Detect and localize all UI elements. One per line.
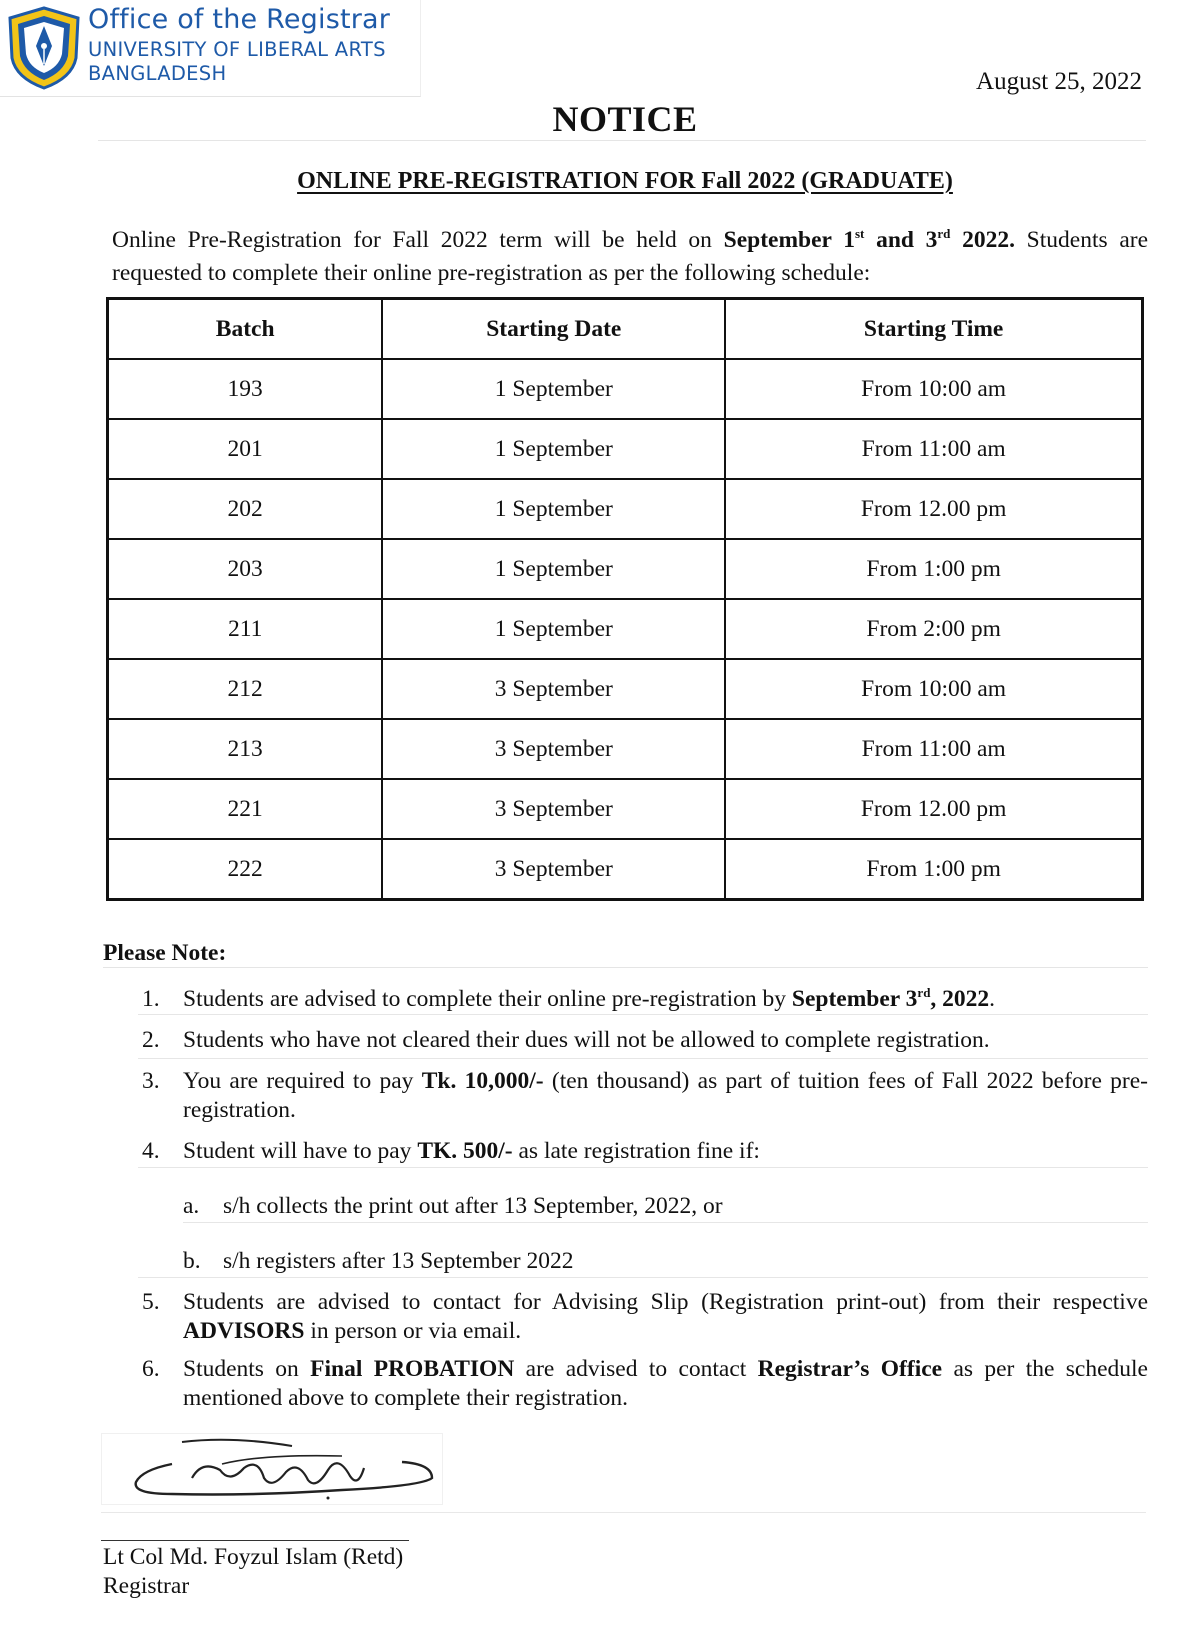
divider: [138, 1058, 1148, 1060]
note-number: 5.: [142, 1289, 160, 1315]
note-number: 6.: [142, 1356, 160, 1382]
note-text-end: in person or via email.: [304, 1318, 522, 1344]
intro-date-2: and 3: [864, 227, 938, 253]
column-header-starting-time: Starting Time: [725, 299, 1142, 360]
note-bold: Final PROBATION: [310, 1356, 515, 1382]
divider: [138, 1277, 1148, 1279]
note-number: 2.: [142, 1027, 160, 1053]
signatory: [103, 1543, 403, 1601]
notice-date: August 25, 2022: [976, 68, 1142, 95]
time-cell: From 10:00 am: [725, 359, 1142, 419]
batch-cell: 211: [108, 599, 383, 659]
date-cell: 3 September: [382, 719, 725, 779]
notes-heading: Please Note:: [103, 940, 227, 966]
notice-subject: ONLINE PRE-REGISTRATION FOR Fall 2022 (GRADUATE): [297, 168, 953, 194]
time-cell: From 11:00 am: [725, 419, 1142, 479]
batch-cell: 212: [108, 659, 383, 719]
note-number: a.: [183, 1193, 200, 1219]
intro-paragraph: [112, 224, 1148, 290]
note-text: Students on: [183, 1356, 311, 1382]
batch-cell: 221: [108, 779, 383, 839]
note-bold: TK. 500/-: [417, 1138, 513, 1164]
divider: [103, 967, 1148, 968]
table-header-row: [108, 299, 1143, 360]
note-number: 4.: [142, 1138, 160, 1164]
time-cell: From 11:00 am: [725, 719, 1142, 779]
note-bold-year: , 2022: [930, 986, 990, 1012]
signatory-name: Lt Col Md. Foyzul Islam (Retd): [103, 1544, 404, 1570]
signature-box: [101, 1433, 443, 1505]
note-text: You are required to pay: [183, 1068, 422, 1094]
table-row: [108, 839, 1143, 900]
divider: [183, 1222, 1148, 1224]
intro-sup-st: st: [854, 226, 865, 241]
intro-sup-rd: rd: [937, 226, 951, 241]
table-row: [108, 719, 1143, 779]
date-cell: 3 September: [382, 839, 725, 900]
note-text: Students are advised to complete their online pre-registration by: [183, 986, 792, 1012]
table-row: [108, 359, 1143, 419]
office-title: Office of the Registrar: [88, 4, 391, 35]
note-sup: rd: [917, 985, 931, 1000]
page-title: NOTICE: [552, 99, 698, 139]
batch-cell: 193: [108, 359, 383, 419]
column-header-batch: Batch: [108, 299, 383, 360]
note-bold: September 3: [791, 986, 918, 1012]
table-row: [108, 599, 1143, 659]
university-seal-icon: [6, 6, 82, 90]
table-row: [108, 659, 1143, 719]
signature-line: [101, 1540, 409, 1541]
time-cell: From 2:00 pm: [725, 599, 1142, 659]
note-text-mid: are advised to contact: [514, 1356, 758, 1382]
divider: [101, 1512, 1146, 1513]
divider: [138, 1014, 1148, 1016]
batch-cell: 201: [108, 419, 383, 479]
time-cell: From 1:00 pm: [725, 539, 1142, 599]
note-number: 1.: [142, 986, 160, 1012]
divider: [138, 1167, 1148, 1169]
date-cell: 3 September: [382, 779, 725, 839]
batch-cell: 203: [108, 539, 383, 599]
time-cell: From 1:00 pm: [725, 839, 1142, 900]
date-cell: 1 September: [382, 419, 725, 479]
intro-text: Online Pre-Registration for Fall 2022 term will be held on: [112, 227, 724, 253]
date-cell: 1 September: [382, 539, 725, 599]
intro-text-end: Students are requested to complete their online pre-registration as per the following schedule:: [112, 227, 1149, 286]
university-logo: [0, 0, 421, 97]
date-cell: 3 September: [382, 659, 725, 719]
time-cell: From 12.00 pm: [725, 779, 1142, 839]
table-row: [108, 479, 1143, 539]
note-text-end: (ten thousand) as part of tuition fees of Fall 2022 before pre-registration.: [183, 1068, 1149, 1123]
university-name: UNIVERSITY OF LIBERAL ARTS: [88, 38, 386, 61]
note-text: s/h registers after 13 September 2022: [223, 1248, 574, 1274]
note-bold-office: Registrar’s Office: [757, 1356, 943, 1382]
batch-cell: 213: [108, 719, 383, 779]
note-bold: ADVISORS: [183, 1318, 305, 1344]
note-bold: Tk. 10,000/-: [421, 1068, 544, 1094]
note-text: Student will have to pay: [183, 1138, 418, 1164]
batch-cell: 222: [108, 839, 383, 900]
note-text: s/h collects the print out after 13 September, 2022, or: [223, 1193, 723, 1219]
table-row: [108, 419, 1143, 479]
note-number: b.: [183, 1248, 201, 1274]
date-cell: 1 September: [382, 599, 725, 659]
column-header-starting-date: Starting Date: [382, 299, 725, 360]
table-row: [108, 779, 1143, 839]
date-cell: 1 September: [382, 479, 725, 539]
table-row: [108, 539, 1143, 599]
note-period: .: [989, 986, 996, 1012]
note-text-end: as per the schedule mentioned above to complete their registration.: [183, 1356, 1148, 1411]
note-number: 3.: [142, 1068, 160, 1094]
note-text-end: as late registration fine if:: [512, 1138, 760, 1164]
time-cell: From 12.00 pm: [725, 479, 1142, 539]
intro-date-1: September 1: [723, 227, 855, 253]
time-cell: From 10:00 am: [725, 659, 1142, 719]
university-country: BANGLADESH: [88, 62, 227, 85]
schedule-table: [106, 297, 1144, 901]
date-cell: 1 September: [382, 359, 725, 419]
signatory-title: Registrar: [103, 1573, 190, 1599]
intro-year: 2022.: [950, 227, 1015, 253]
batch-cell: 202: [108, 479, 383, 539]
signature-icon: [102, 1434, 442, 1504]
note-text: Students who have not cleared their dues will not be allowed to complete registration.: [183, 1027, 990, 1053]
note-text: Students are advised to contact for Advising Slip (Registration print-out) from their respective: [183, 1289, 1148, 1315]
divider: [98, 140, 1146, 141]
